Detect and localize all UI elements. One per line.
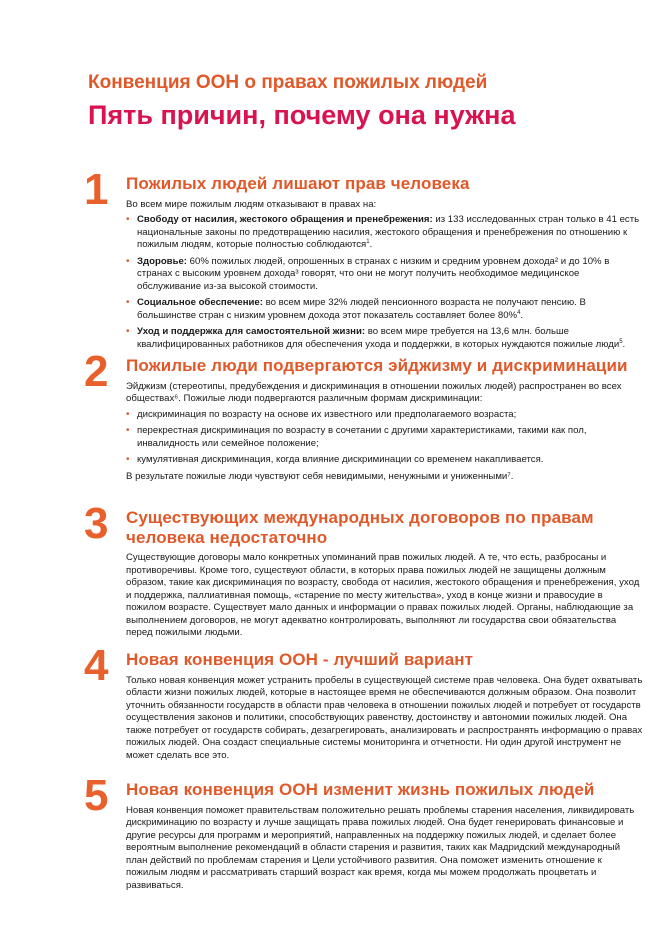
- section-number: 5: [84, 771, 109, 820]
- section-title: Пожилые люди подвергаются эйджизму и дискриминации: [126, 356, 628, 375]
- list-item: • дискриминация по возрасту на основе их известного или предполагаемого возраста;: [126, 408, 517, 420]
- section-text: Новая конвенция поможет правительствам положительно решать проблемы старения населения, ликвидировать дискриминацию по возрасту и лучше защищать права пожилых людей. Она будет генерировать финансовые и другие ресурсы для программ и мероприятий, направленных на поддержку пожилых людей, и сделает более вероятным выполнение рекомендаций в области старения и развития, таких как Мадридский международный план действий по проблемам старения и Цели устойчивого развития. Она поможет изменить отношение к пожилым людям и рассматривать старший возраст как время, когда мы можем продолжать процветать и развиваться.: [126, 804, 635, 891]
- section-3: [84, 499, 644, 640]
- section-2: [84, 347, 644, 483]
- section-title: Существующих международных договоров по правам человека недостаточно: [126, 508, 594, 547]
- section-1: [84, 165, 644, 355]
- section-4: [84, 641, 644, 762]
- section-text: Существующие договоры мало конкретных упоминаний прав пожилых людей. А те, что есть, разбросаны и противоречивы. Кроме того, существуют области, в которых права пожилых людей не защищены должным образом, такие как дискриминация по возрасту, свобода от насилия, жестокого обращения и пренебрежения, уход и поддержка, паллиативная помощь, «старение по месту жительства», уход в конце жизни и правосудие в пожилом возрасте. Существует мало данных и информации о правах пожилых людей. Органы, наблюдающие за выполнением договоров, не могут адекватно контролировать, выполняют ли государства свои обязательства перед пожилыми людьми.: [126, 552, 640, 639]
- document-headline: Пять причин, почему она нужна: [88, 100, 516, 130]
- section-intro: Эйджизм (стереотипы, предубеждения и дискриминация в отношении пожилых людей) распространен во всех обществах⁶. Пожилые люди подвергаются различным формам дискриминации:: [126, 380, 622, 405]
- section-title: Новая конвенция ООН - лучший вариант: [126, 650, 474, 669]
- list-item: • Социальное обеспечение: во всем мире 32% людей пенсионного возраста не получают пенсию. В большинстве стран с низким уровнем дохода этот показатель составляет более 80%$^4$.: [126, 297, 586, 321]
- list-item: • кумулятивная дискриминация, когда влияние дискриминации со временем накапливается.: [126, 454, 544, 466]
- section-title: Пожилых людей лишают прав человека: [126, 174, 470, 193]
- section-number: 1: [84, 165, 109, 214]
- section-number: 2: [84, 347, 109, 396]
- section-text: Только новая конвенция может устранить пробелы в существующей системе прав человека. Она будет охватывать области жизни пожилых людей, которые в настоящее время не обеспечиваются должным образом. Она позволит уточнить обязанности государств в области прав человека в отношении пожилых людей и потребует от государств осуществления законов и политики, способствующих равенству, достоинству и автономии пожилых людей. Она также потребует от государств собирать, дезагрегировать, анализировать и распространять информацию о правах пожилых людей. Она создаст специальные системы мониторинга и отчетности. Ни один другой инструмент не может сделать все это.: [126, 674, 643, 761]
- bullet-icon: •: [126, 214, 130, 226]
- section-outro: В результате пожилые люди чувствуют себя невидимыми, ненужными и униженными⁷.: [126, 470, 514, 482]
- section-number: 3: [84, 499, 109, 548]
- rights-list: [126, 214, 644, 351]
- bullet-icon: •: [126, 408, 130, 420]
- list-item: • Уход и поддержка для самостоятельной жизни: во всем мире требуется на 13,6 млн. больше квалифицированных работников для обеспечения ухода и поддержки, в которых нуждаются пожилые люди$^5$.: [126, 326, 626, 350]
- list-item: • Свободу от насилия, жестокого обращения и пренебрежения: из 133 исследованных стран только в 41 есть национальные законы по предотвращению насилия, жестокого обращения и пренебрежения по отношению к пожилым людям, которые полностью соблюдаются$^1$.: [126, 214, 640, 251]
- section-number: 4: [84, 641, 109, 690]
- bullet-icon: •: [126, 425, 130, 437]
- discrimination-list: [126, 409, 644, 467]
- document-kicker: Конвенция ООН о правах пожилых людей: [88, 72, 488, 93]
- bullet-icon: •: [126, 454, 130, 466]
- bullet-icon: •: [126, 297, 130, 309]
- section-title: Новая конвенция ООН изменит жизнь пожилых людей: [126, 780, 595, 799]
- section-5: [84, 771, 644, 892]
- list-item: • перекрестная дискриминация по возрасту в сочетании с другими характеристиками, такими как пол, инвалидность или семейное положение;: [126, 425, 587, 449]
- bullet-icon: •: [126, 326, 130, 338]
- section-intro: Во всем мире пожилым людям отказывают в правах на:: [126, 198, 377, 210]
- bullet-icon: •: [126, 255, 130, 267]
- list-item: • Здоровье: 60% пожилых людей, опрошенных в странах с низким и средним уровнем дохода² и до 10% в странах с высоким уровнем дохода³ говорят, что они не могут получить необходимое медицинское обслуживание из-за высокой стоимости.: [126, 255, 610, 292]
